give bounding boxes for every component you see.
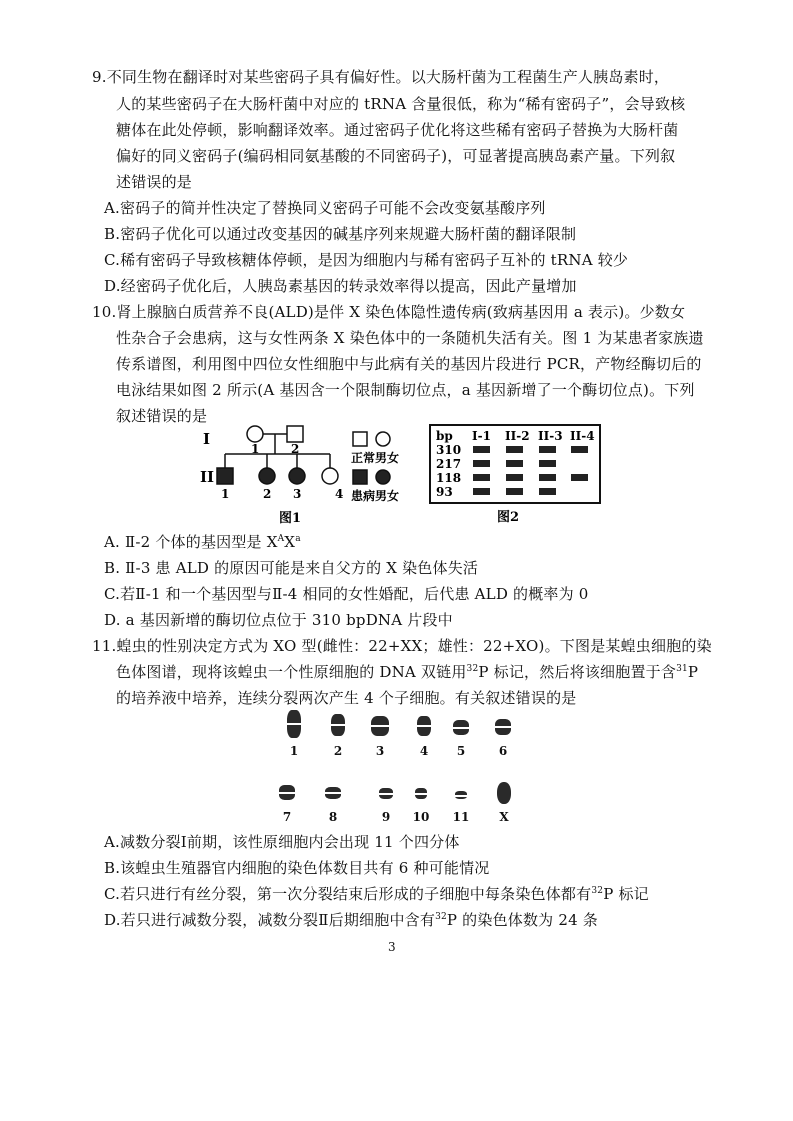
gel-header-3: II-3 <box>538 429 563 443</box>
electrophoresis-figure <box>428 423 603 525</box>
q10-stem-line-5: 叙述错误的是 <box>116 407 208 425</box>
q11-option-c-sup: 32 <box>591 886 604 896</box>
chromosome-4 <box>417 716 431 736</box>
gel-size-118: 118 <box>436 471 462 485</box>
q10-option-a-mid: X <box>284 533 296 551</box>
gel-band-93-lane-1 <box>473 488 490 495</box>
q11-stem-line-3: 的培养液中培养，连续分裂两次产生 4 个子细胞。有关叙述错误的是 <box>116 689 577 707</box>
pedigree-ii3-affected-female <box>289 468 305 484</box>
gel-size-310: 310 <box>436 443 462 457</box>
gel-band-310-lane-3 <box>539 446 556 453</box>
karyotype-label-7: 7 <box>282 810 292 824</box>
pedigree-i1-female <box>247 426 263 442</box>
q11-stem-line-2-post: P <box>687 663 699 681</box>
q9-option-b: B.密码子优化可以通过改变基因的碱基序列来规避大肠杆菌的翻译限制 <box>104 225 577 243</box>
gel-band-118-lane-3 <box>539 474 556 481</box>
q10-option-a-sup2: a <box>295 534 301 544</box>
q11-option-d-pre: D.若只进行减数分裂，减数分裂Ⅱ后期细胞中含有 <box>104 911 436 929</box>
chromosome-x <box>497 782 511 804</box>
chromosome-5 <box>453 720 469 735</box>
legend-affected-male <box>353 470 367 484</box>
gel-band-310-lane-1 <box>473 446 490 453</box>
q10-stem-line-2: 性杂合子会患病，这与女性两条 X 染色体中的一条随机失活有关。图 1 为某患者家族遗 <box>116 329 704 347</box>
q11-isotope-32: 32 <box>466 664 479 674</box>
pedigree-i2-male <box>287 426 303 442</box>
chromosome-3 <box>371 716 389 736</box>
pedigree-i2-number: 2 <box>291 442 300 456</box>
q11-stem-line-1: 11.蝗虫的性别决定方式为 XO 型(雌性：22+XX；雄性：22+XO)。下图是某蝗虫细胞的染 <box>92 637 712 655</box>
q10-option-d: D. a 基因新增的酶切位点位于 310 bpDNA 片段中 <box>104 611 453 629</box>
q11-isotope-31: 31 <box>676 664 688 674</box>
q10-option-a-sup1: A <box>277 534 285 544</box>
gel-band-93-lane-3 <box>539 488 556 495</box>
q9-stem-line-4: 偏好的同义密码子(编码相同氨基酸的不同密码子)，可显著提高胰岛素产量。下列叙 <box>116 147 676 165</box>
q10-stem-line-1: 10.肾上腺脑白质营养不良(ALD)是伴 X 染色体隐性遗传病(致病基因用 a 表示)。少数女 <box>92 303 686 321</box>
karyotype-label-6: 6 <box>498 744 508 758</box>
gel-header-0: bp <box>436 429 453 443</box>
gel-band-217-lane-1 <box>473 460 490 467</box>
q10-option-a <box>104 532 301 552</box>
legend-affected-label: 患病男女 <box>351 489 400 503</box>
gel-size-93: 93 <box>436 485 453 499</box>
gel-band-118-lane-2 <box>506 474 523 481</box>
q11-option-a: A.减数分裂Ⅰ前期，该性原细胞内会出现 11 个四分体 <box>104 833 460 851</box>
chromosome-6 <box>495 719 511 735</box>
chromosome-10 <box>415 788 427 799</box>
q11-stem-line-2 <box>116 662 698 682</box>
q11-option-d <box>104 910 598 930</box>
q11-stem-line-2-mid: P 标记，然后将该细胞置于含 <box>478 663 677 681</box>
gel-header-1: I-1 <box>472 429 491 443</box>
q9-stem-line-2: 人的某些密码子在大肠杆菌中对应的 tRNA 含量很低，称为“稀有密码子”，会导致核 <box>116 95 686 113</box>
karyotype-label-8: 8 <box>328 810 338 824</box>
q9-option-c: C.稀有密码子导致核糖体停顿，是因为细胞内与稀有密码子互补的 tRNA 较少 <box>104 251 629 269</box>
pedigree-ii2-number: 2 <box>263 487 272 501</box>
gel-header-4: II-4 <box>570 429 595 443</box>
karyotype-label-x: X <box>499 810 509 824</box>
chromosome-9 <box>379 788 393 799</box>
page-number: 3 <box>388 940 396 954</box>
karyotype-figure <box>265 706 535 826</box>
q9-stem-line-1: 9.不同生物在翻译时对某些密码子具有偏好性。以大肠杆菌为工程菌生产人胰岛素时， <box>92 68 670 86</box>
karyotype-label-10: 10 <box>412 810 430 824</box>
legend-normal-male <box>353 432 367 446</box>
karyotype-label-5: 5 <box>456 744 466 758</box>
pedigree-ii1-number: 1 <box>221 487 230 501</box>
q11-option-d-post: P 的染色体数为 24 条 <box>446 911 599 929</box>
chromosome-2 <box>331 714 345 736</box>
karyotype-label-2: 2 <box>333 744 343 758</box>
q9-stem-line-5: 述错误的是 <box>116 173 193 191</box>
q10-option-b: B. Ⅱ-3 患 ALD 的原因可能是来自父方的 X 染色体失活 <box>104 559 479 577</box>
gel-band-93-lane-2 <box>506 488 523 495</box>
karyotype-label-4: 4 <box>419 744 429 758</box>
karyotype-label-11: 11 <box>452 810 470 824</box>
legend-normal-female <box>376 432 390 446</box>
gel-band-217-lane-2 <box>506 460 523 467</box>
q10-stem-line-3: 传系谱图，利用图中四位女性细胞中与此病有关的基因片段进行 PCR，产物经酶切后的 <box>116 355 702 373</box>
q9-option-d: D.经密码子优化后，人胰岛素基因的转录效率得以提高，因此产量增加 <box>104 277 577 295</box>
q11-option-c <box>104 884 649 904</box>
pedigree-ii2-affected-female <box>259 468 275 484</box>
q9-stem-line-3: 糖体在此处停顿，影响翻译效率。通过密码子优化将这些稀有密码子替换为大肠杆菌 <box>116 121 679 139</box>
gel-band-217-lane-3 <box>539 460 556 467</box>
pedigree-ii1-affected-male <box>217 468 233 484</box>
chromosome-8 <box>325 787 341 799</box>
gel-size-217: 217 <box>436 457 462 471</box>
gel-band-118-lane-4 <box>571 474 588 481</box>
gel-band-118-lane-1 <box>473 474 490 481</box>
q11-option-c-post: P 标记 <box>603 885 649 903</box>
q11-stem-line-2-pre: 色体图谱，现将该蝗虫一个性原细胞的 DNA 双链用 <box>116 663 467 681</box>
fig2-caption: 图2 <box>497 510 520 525</box>
q10-stem-line-4: 电泳结果如图 2 所示(A 基因含一个限制酶切位点，a 基因新增了一个酶切位点)。下列 <box>116 381 695 399</box>
pedigree-i1-number: 1 <box>251 442 260 456</box>
legend-affected-female <box>376 470 390 484</box>
pedigree-ii4-number: 4 <box>335 487 344 501</box>
q9-option-a: A.密码子的简并性决定了替换同义密码子可能不会改变氨基酸序列 <box>104 199 546 217</box>
pedigree-figure <box>195 420 425 530</box>
q11-option-c-pre: C.若只进行有丝分裂，第一次分裂结束后形成的子细胞中每条染色体都有 <box>104 885 592 903</box>
gel-header-2: II-2 <box>505 429 530 443</box>
karyotype-label-1: 1 <box>289 744 299 758</box>
chromosome-11 <box>455 791 467 799</box>
karyotype-label-3: 3 <box>375 744 385 758</box>
gel-band-310-lane-4 <box>571 446 588 453</box>
pedigree-ii3-number: 3 <box>293 487 302 501</box>
pedigree-ii4-female <box>322 468 338 484</box>
fig1-caption: 图1 <box>279 511 302 526</box>
q11-option-b: B.该蝗虫生殖器官内细胞的染色体数目共有 6 种可能情况 <box>104 859 490 877</box>
chromosome-7 <box>279 785 295 800</box>
generation-label-2: II <box>200 468 215 486</box>
q10-option-a-text: A. Ⅱ-2 个体的基因型是 X <box>104 533 278 551</box>
gel-band-310-lane-2 <box>506 446 523 453</box>
legend-normal-label: 正常男女 <box>351 451 400 465</box>
q11-option-d-sup: 32 <box>435 912 447 922</box>
chromosome-1 <box>287 710 301 738</box>
generation-label-1: I <box>203 430 211 448</box>
q10-option-c: C.若Ⅱ-1 和一个基因型与Ⅱ-4 相同的女性婚配，后代患 ALD 的概率为 0 <box>104 585 589 603</box>
karyotype-label-9: 9 <box>381 810 391 824</box>
